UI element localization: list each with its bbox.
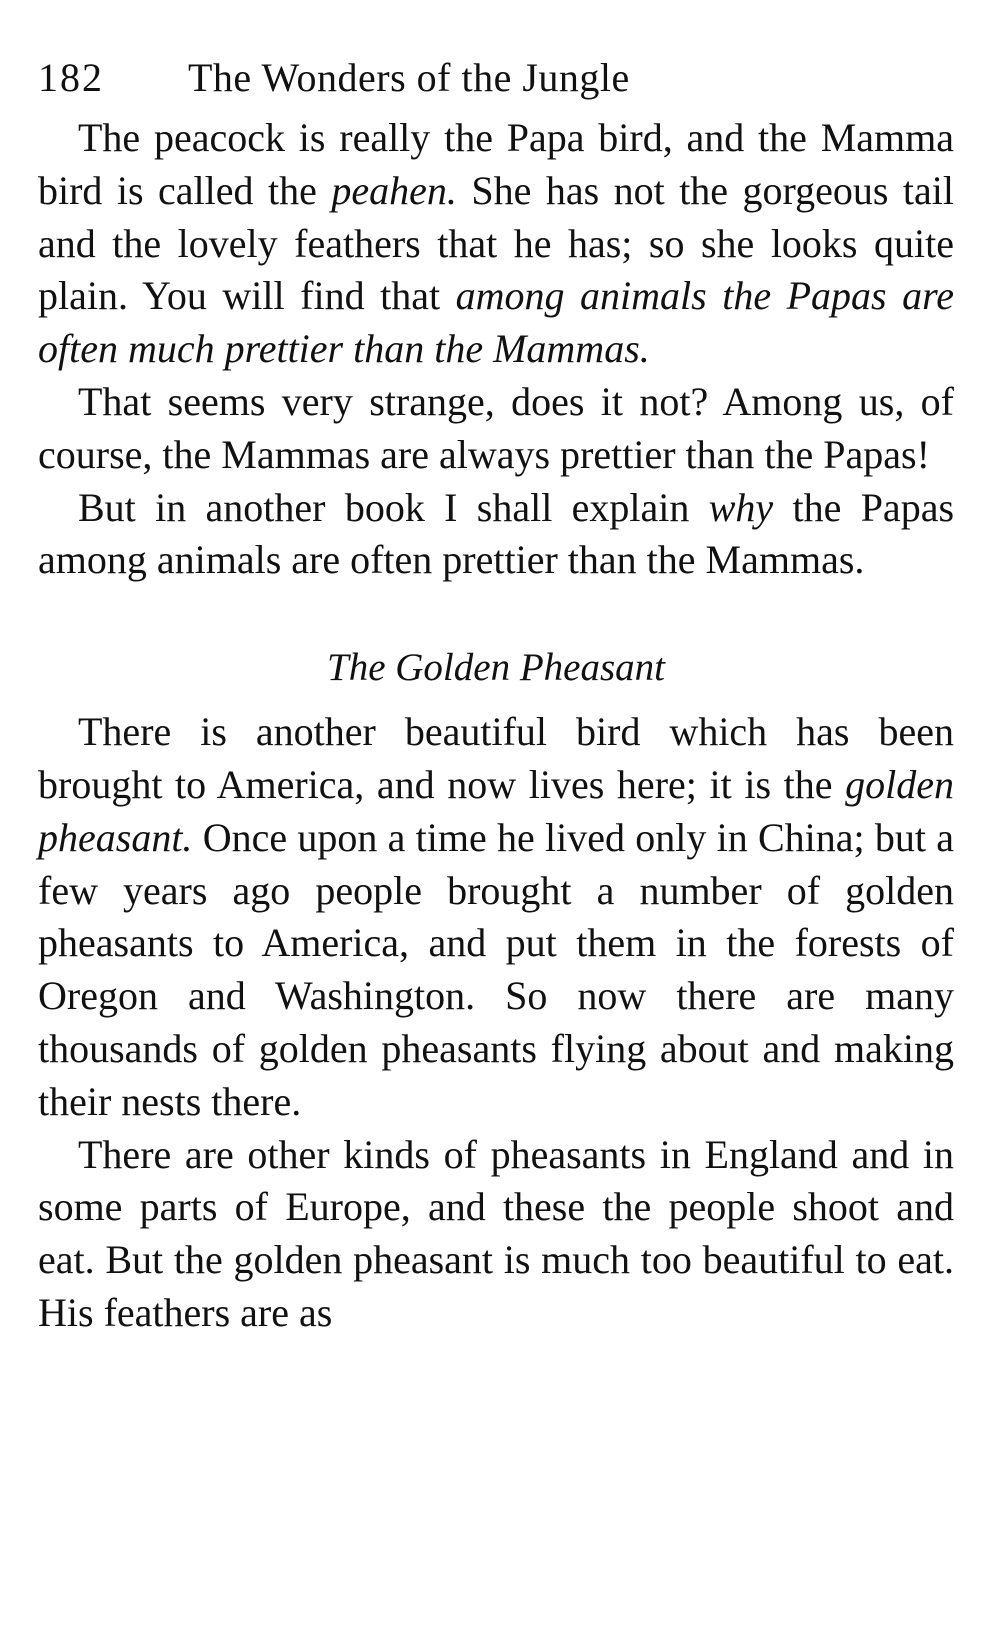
paragraph-another-book [38, 482, 954, 588]
italic-term-peahen: peahen. [331, 167, 457, 213]
italic-emphasis: among animals the Papas are often much prettier than the Mammas. [38, 273, 954, 372]
text-span: the Papas among animals are often prettier than the Mammas. [38, 484, 955, 583]
running-title: The Wonders of the Jungle [188, 55, 630, 100]
text-span: There is another beautiful bird which has been brought to America, and now lives here; it is the [38, 709, 954, 807]
paragraph-peacock [38, 112, 954, 376]
text-span: The peacock is really the Papa bird, and the Mamma bird is called the [38, 115, 954, 213]
section-heading: The Golden Pheasant [327, 646, 665, 690]
paragraph-strange: That seems very strange, does it not? Among us, of course, the Mammas are always prettier than the Papas! [38, 378, 954, 477]
text-span: She has not the gorgeous tail and the lovely feathers that he has; so she looks quite plain. You will find that [38, 167, 955, 319]
text-span: Once upon a time he lived only in China; but a few years ago people brought a number of golden pheasants to America, and put them in the forests of Oregon and Washington. So now there are many thousands of golden pheasants flying about and making their nests there. [38, 814, 954, 1124]
running-head [38, 52, 954, 112]
page-number: 182 [38, 55, 104, 100]
italic-word-why: why [708, 484, 774, 530]
book-page [38, 52, 954, 1340]
text-span: But in another book I shall explain [78, 484, 709, 530]
paragraph-other-pheasants: There are other kinds of pheasants in England and in some parts of Europe, and these the people shoot and eat. But the golden pheasant is much too beautiful to eat. His feathers are as [38, 1131, 954, 1335]
italic-term-golden-pheasant: golden pheasant. [38, 761, 954, 860]
paragraph-golden-pheasant [38, 706, 954, 1128]
